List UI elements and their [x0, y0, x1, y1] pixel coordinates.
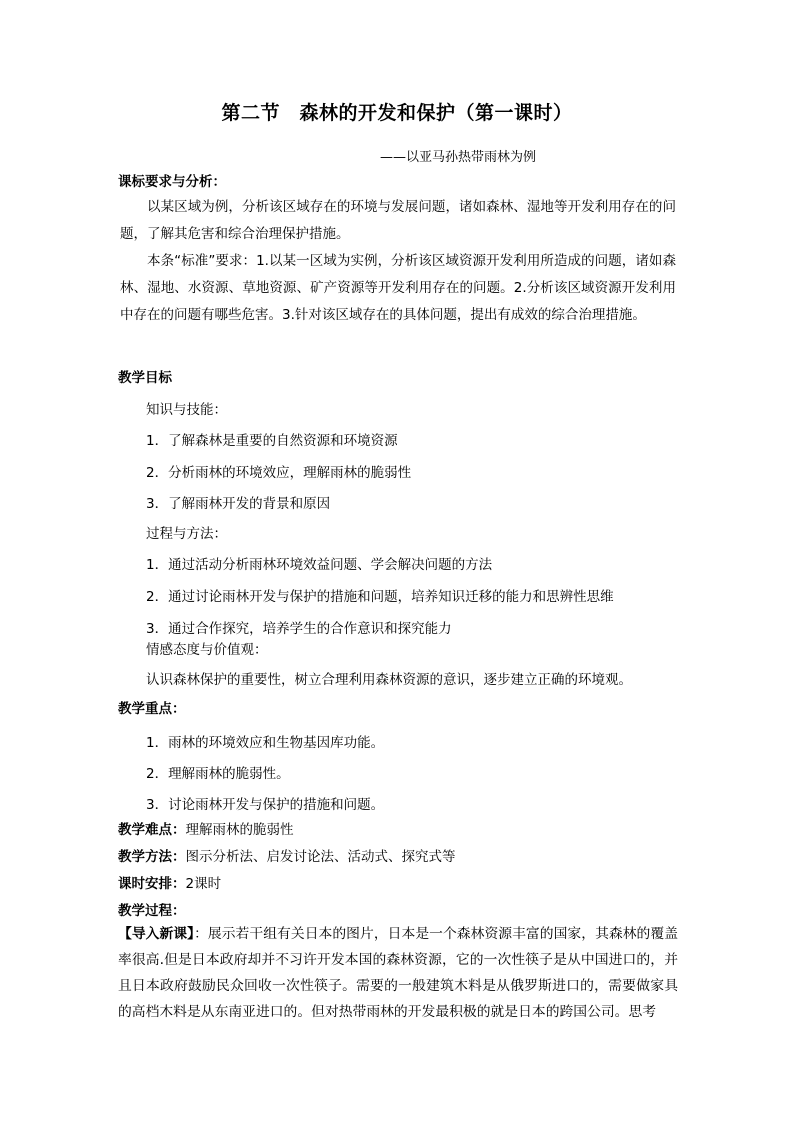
process-heading: 教学过程：: [118, 903, 186, 919]
schedule-label: 课时安排：: [118, 876, 186, 892]
process-item: 3．通过合作探究，培养学生的合作意识和探究能力: [146, 621, 452, 637]
standards-paragraph-1: 以某区域为例，分析该区域存在的环境与发展问题，诸如森林、湿地等开发利用存在的问题，了解其危害和综合治理保护措施。: [120, 199, 676, 242]
knowledge-item: 1．了解森林是重要的自然资源和环境资源: [146, 433, 398, 449]
difficulty-label: 教学难点：: [118, 822, 186, 838]
process-item: 2．通过讨论雨林开发与保护的措施和问题，培养知识迁移的能力和思辨性思维: [146, 589, 614, 605]
key-point-item: 3．讨论雨林开发与保护的措施和问题。: [146, 797, 385, 813]
schedule-row: [118, 872, 221, 892]
goals-heading: 教学目标: [118, 370, 172, 386]
knowledge-item: 2．分析雨林的环境效应，理解雨林的脆弱性: [146, 465, 412, 481]
standards-paragraph-2: 本条“标准”要求：1.以某一区域为实例，分析该区域资源开发利用所造成的问题，诸如森林、湿地、水资源、草地资源、矿产资源等开发利用存在的问题。2.分析该区域资源开发利用中存在的问题有哪些危害。3.针对该区域存在的具体问题，提出有成效的综合治理措施。: [120, 253, 676, 323]
methods-label: 教学方法：: [118, 849, 186, 865]
knowledge-label: 知识与技能：: [146, 402, 227, 418]
page-subtitle: ——以亚马孙热带雨林为例: [380, 150, 537, 165]
page-title: 第二节 森林的开发和保护（第一课时）: [221, 102, 573, 124]
difficulty-row: [118, 818, 294, 838]
key-points-heading: 教学重点：: [118, 701, 186, 717]
methods-value: 图示分析法、启发讨论法、活动式、探究式等: [185, 849, 456, 865]
intro-paragraph: [118, 921, 678, 1025]
attitude-label: 情感态度与价值观：: [146, 642, 268, 658]
methods-row: [118, 845, 456, 865]
knowledge-item: 3．了解雨林开发的背景和原因: [146, 496, 331, 512]
process-item: 1．通过活动分析雨林环境效益问题、学会解决问题的方法: [146, 557, 493, 573]
process-label: 过程与方法：: [146, 526, 227, 542]
key-point-item: 2．理解雨林的脆弱性。: [146, 766, 290, 782]
key-point-item: 1．雨林的环境效应和生物基因库功能。: [146, 735, 385, 751]
standards-heading: 课标要求与分析：: [118, 174, 226, 190]
difficulty-value: 理解雨林的脆弱性: [185, 822, 294, 838]
intro-label: 【导入新课】: [118, 926, 195, 942]
intro-text: ：展示若干组有关日本的图片，日本是一个森林资源丰富的国家，其森林的覆盖率很高.但是日本政府却并不习许开发本国的森林资源，它的一次性筷子是从中国进口的，并且日本政府鼓励民众回收一次性筷子。需要的一般建筑木料是从俄罗斯进口的，需要做家具的高档木料是从东南亚进口的。但对热带雨林的开发最积极的就是日本的跨国公司。思考: [118, 926, 679, 1020]
attitude-text: 认识森林保护的重要性，树立合理利用森林资源的意识，逐步建立正确的环境观。: [146, 672, 632, 688]
schedule-value: 2课时: [185, 876, 222, 892]
